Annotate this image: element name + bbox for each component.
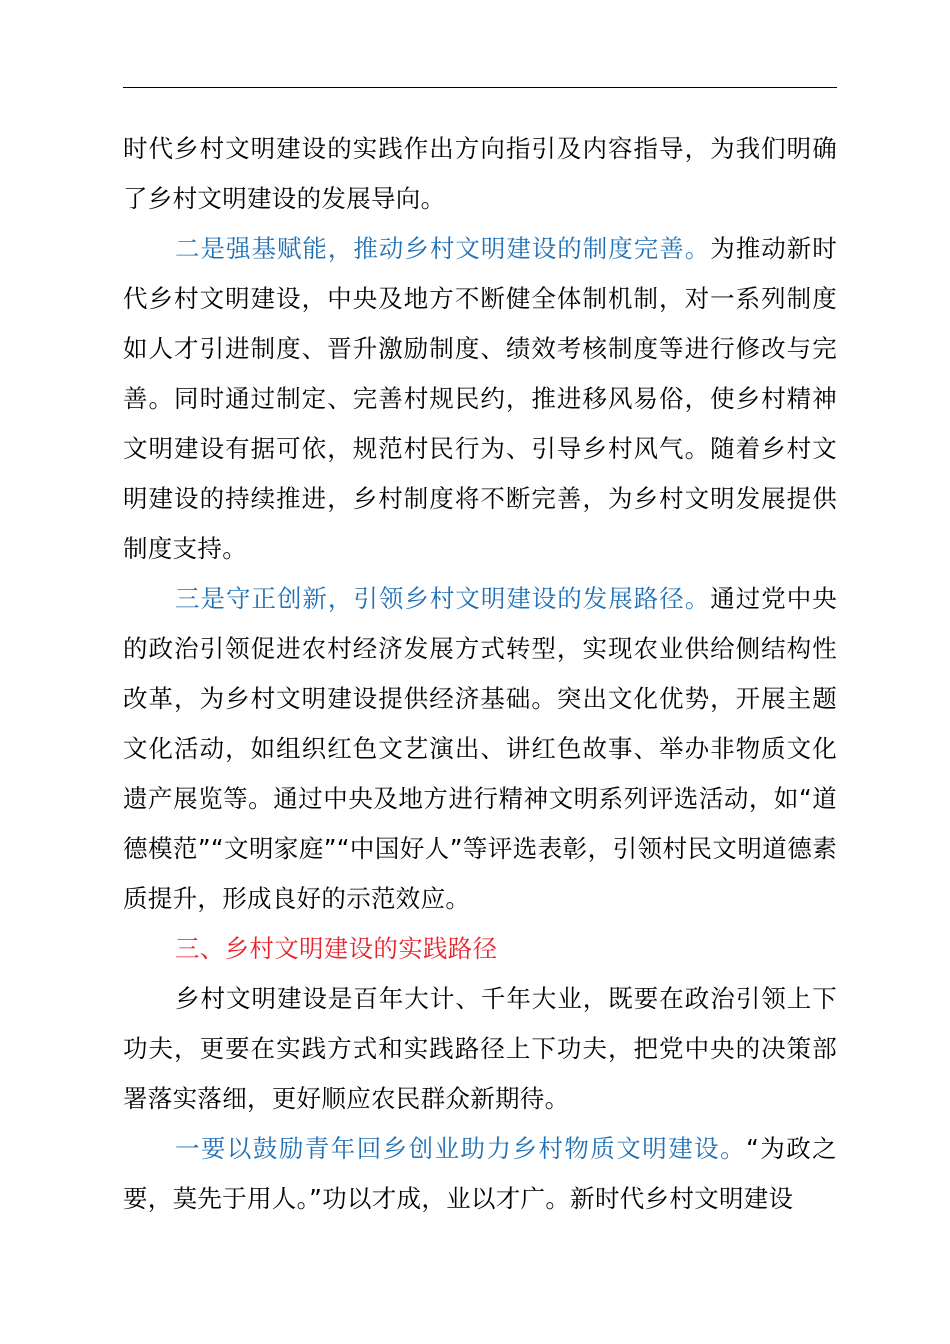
paragraph-youth bbox=[123, 1124, 837, 1224]
paragraph-text: 通过党中央的政治引领促进农村经济发展方式转型，实现农业供给侧结构性改革，为乡村文明建设提供经济基础。突出文化优势，开展主题文化活动，如组织红色文艺演出、讲红色故事、举办非物质文化遗产展览等。通过中央及地方进行精神文明系列评选活动，如“道德模范”“文明家庭”“中国好人”等评选表彰，引领村民文明道德素质提升，形成良好的示范效应。 bbox=[123, 584, 837, 913]
paragraph-continuation bbox=[123, 124, 837, 224]
document-body bbox=[123, 124, 837, 1224]
paragraph-text: 时代乡村文明建设的实践作出方向指引及内容指导，为我们明确了乡村文明建设的发展导向。 bbox=[123, 134, 837, 213]
header-rule bbox=[123, 87, 837, 88]
paragraph-lead: 一要以鼓励青年回乡创业助力乡村物质文明建设。 bbox=[175, 1134, 747, 1163]
paragraph-lead: 三是守正创新，引领乡村文明建设的发展路径。 bbox=[175, 584, 711, 613]
paragraph-text: 乡村文明建设是百年大计、千年大业，既要在政治引领上下功夫，更要在实践方式和实践路径上下功夫，把党中央的决策部署落实落细，更好顺应农民群众新期待。 bbox=[123, 984, 837, 1113]
paragraph-innovation bbox=[123, 574, 837, 924]
section-heading-text: 三、乡村文明建设的实践路径 bbox=[175, 934, 498, 963]
paragraph-lead: 二是强基赋能，推动乡村文明建设的制度完善。 bbox=[175, 234, 711, 263]
paragraph-text: 为推动新时代乡村文明建设，中央及地方不断健全体制机制，对一系列制度如人才引进制度、晋升激励制度、绩效考核制度等进行修改与完善。同时通过制定、完善村规民约，推进移风易俗，使乡村精神文明建设有据可依，规范村民行为、引导乡村风气。随着乡村文明建设的持续推进，乡村制度将不断完善，为乡村文明发展提供制度支持。 bbox=[123, 234, 837, 563]
section-heading bbox=[123, 924, 837, 974]
paragraph-text: “为政之要，莫先于用人。”功以才成，业以才广。新时代乡村文明建设 bbox=[123, 1134, 837, 1213]
paragraph-intro bbox=[123, 974, 837, 1124]
paragraph-institution bbox=[123, 224, 837, 574]
